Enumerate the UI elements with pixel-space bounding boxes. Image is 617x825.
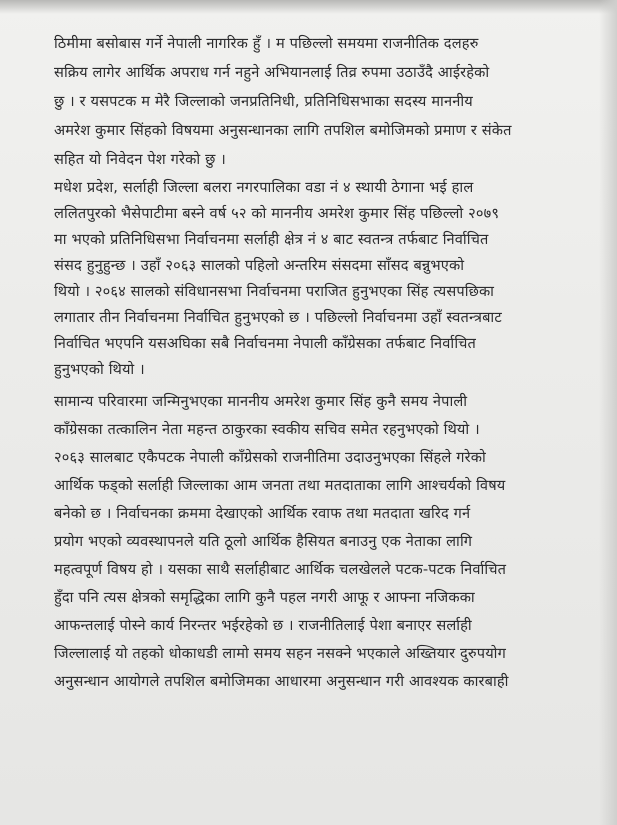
text-line: थियो । २०६४ सालको संविधानसभा निर्वाचनमा पराजित हुनुभएका सिंह त्यसपछिका	[54, 283, 495, 300]
text-line: निर्वाचित भएपनि यसअघिका सबै निर्वाचनमा नेपाली काँग्रेसका तर्फबाट निर्वाचित	[54, 335, 477, 352]
text-line: संसद हुनुहुन्छ । उहाँ २०६३ सालको पहिलो अन्तरिम संसदमा साँसद बन्नुभएको	[54, 257, 465, 274]
text-line: सहित यो निवेदन पेश गरेको छु ।	[54, 151, 226, 168]
text-line: हुनुभएको थियो ।	[54, 361, 145, 378]
text-line: छु । र यसपटक म मेरै जिल्लाको जनप्रतिनिधी, प्रतिनिधिसभाका सदस्य माननीय	[54, 93, 473, 110]
text-line: सक्रिय लागेर आर्थिक अपराध गर्न नहुने अभियानलाई तिव्र रुपमा उठाउँदै आईरहेको	[54, 64, 490, 81]
text-line: लगातार तीन निर्वाचनमा निर्वाचित हुनुभएको छ । पछिल्लो निर्वाचनमा उहाँ स्वतन्त्रबाट	[54, 309, 502, 326]
text-line: आफन्तलाई पोस्ने कार्य निरन्तर भईरहेको छ । राजनीतिलाई पेशा बनाएर सर्लाही	[54, 617, 472, 634]
text-line: महत्वपूर्ण विषय हो । यसका साथै सर्लाहीबाट आर्थिक चलखेलले पटक-पटक निर्वाचित	[54, 561, 507, 578]
text-line: अमरेश कुमार सिंहको विषयमा अनुसन्धानका लागि तपशिल बमोजिमको प्रमाण र संकेत	[54, 122, 512, 139]
text-line: बनेको छ । निर्वाचनका क्रममा देखाएको आर्थिक रवाफ तथा मतदाता खरिद गर्न	[54, 505, 471, 522]
text-line: ठिमीमा बसोबास गर्ने नेपाली नागरिक हुँ । म पछिल्लो समयमा राजनीतिक दलहरु	[54, 35, 479, 52]
text-line: प्रयोग भएको व्यवस्थापनले यति ठूलो आर्थिक हैसियत बनाउनु एक नेताका लागि	[54, 533, 473, 550]
text-line: अनुसन्धान आयोगले तपशिल बमोजिमका आधारमा अनुसन्धान गरी आवश्यक कारबाही	[54, 673, 509, 690]
text-line: काँग्रेसका तत्कालिन नेता महन्त ठाकुरका स्वकीय सचिव समेत रहनुभएको थियो ।	[54, 421, 480, 438]
text-line: हुँदा पनि त्यस क्षेत्रको समृद्धिका लागि कुनै पहल नगरी आफू र आफ्ना नजिकका	[54, 589, 475, 606]
text-line: सामान्य परिवारमा जन्मिनुभएका माननीय अमरेश कुमार सिंह कुनै समय नेपाली	[54, 393, 468, 410]
text-line: जिल्लालाई यो तहको धोकाधडी लामो समय सहन नसक्ने भएकाले अख्तियार दुरुपयोग	[54, 645, 506, 662]
text-line: मा भएको प्रतिनिधिसभा निर्वाचनमा सर्लाही क्षेत्र नं ४ बाट स्वतन्त्र तर्फबाट निर्वाचित	[54, 231, 489, 248]
text-line: मधेश प्रदेश, सर्लाही जिल्ला बलरा नगरपालिका वडा नं ४ स्थायी ठेगाना भई हाल	[54, 179, 474, 196]
page-top-shadow	[0, 0, 617, 14]
text-line: ललितपुरको भैसेपाटीमा बस्ने वर्ष ५२ को माननीय अमरेश कुमार सिंह पछिल्लो २०७९	[54, 205, 500, 222]
page-right-shadow	[599, 0, 617, 825]
text-line: आर्थिक फड्को सर्लाही जिल्लाका आम जनता तथा मतदाताका लागि आश्चर्यको विषय	[54, 477, 506, 494]
text-line: २०६३ सालबाट एकैपटक नेपाली काँग्रेसको राजनीतिमा उदाउनुभएका सिंहले गरेको	[54, 449, 486, 466]
